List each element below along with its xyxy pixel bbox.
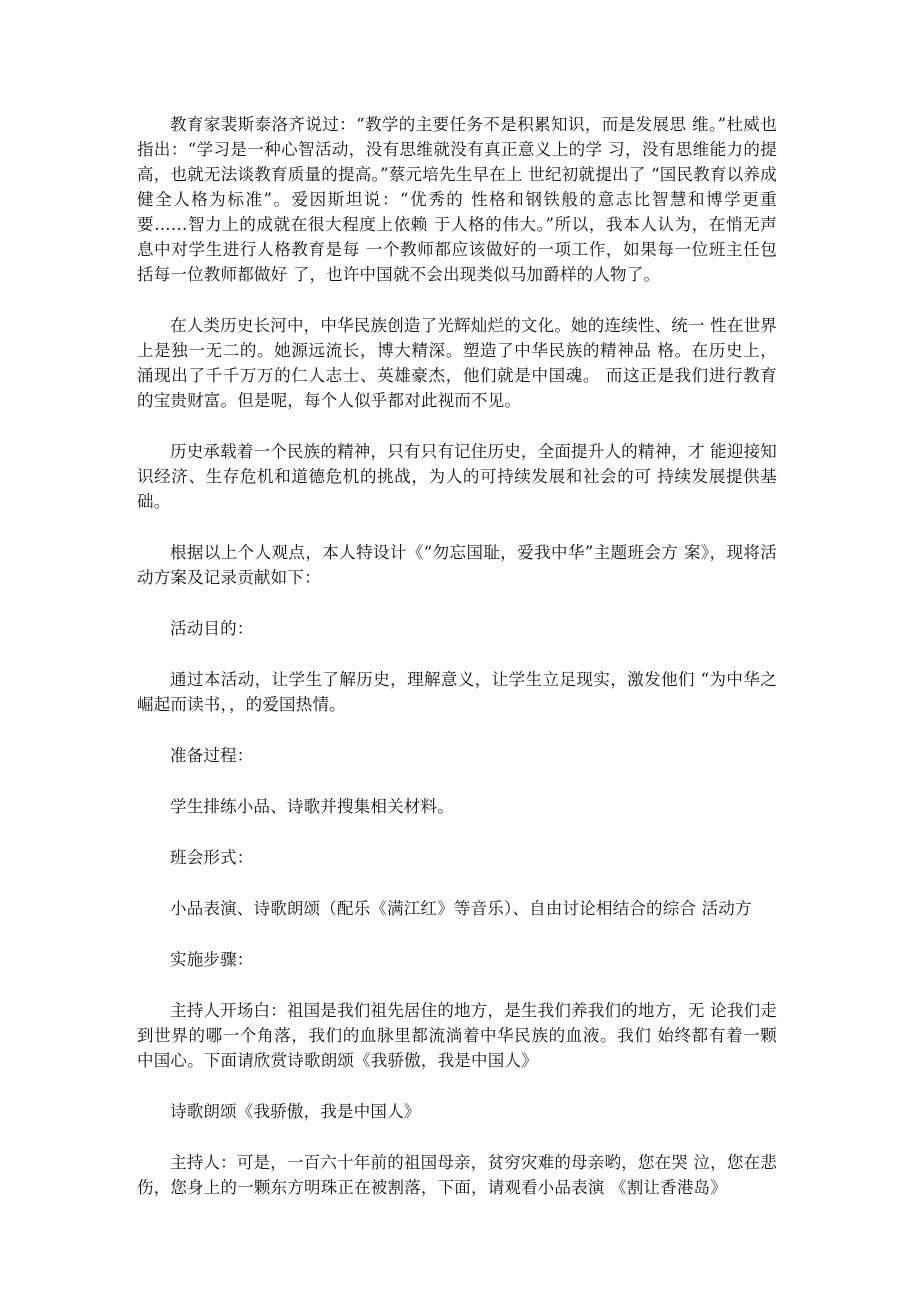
heading-meeting-format: 班会形式： xyxy=(170,848,254,867)
paragraph-poem-recital: 诗歌朗颂《我骄傲，我是中国人》 xyxy=(170,1102,421,1121)
paragraph-activity-goal: 通过本活动，让学生了解历史，理解意义，让学生立足现实，激发他们 “为中华之崛起而读书，，的爱国热情。 xyxy=(137,670,777,714)
paragraph-host-opening: 主持人开场白：祖国是我们祖先居住的地方，是生我们养我们的地方，无 论我们走到世界的哪一个角落，我们的血脉里都流淌着中华民族的血液。我们 始终都有着一颗中国心。下面请欣赏诗歌朗颂《我骄傲，我是中国人》 xyxy=(137,1001,777,1070)
heading-implementation-steps: 实施步骤： xyxy=(170,950,254,969)
paragraph-plan-intro: 根据以上个人观点，本人特设计《“勿忘国耻，爱我中华”主题班会方 案》，现将活动方案及记录贡献如下： xyxy=(137,543,777,587)
heading-preparation: 准备过程： xyxy=(170,746,254,765)
paragraph-preparation: 学生排练小品、诗歌并搜集相关材料。 xyxy=(170,797,454,816)
heading-activity-goal: 活动目的： xyxy=(170,619,254,638)
paragraph-meeting-format: 小品表演、诗歌朗颂（配乐《满江红》等音乐）、自由讨论相结合的综合 活动方 xyxy=(170,899,752,918)
paragraph-chinese-history: 在人类历史长河中，中华民族创造了光辉灿烂的文化。她的连续性、统一 性在世界上是独一无二的。她源远流长，博大精深。塑造了中华民族的精神品 格。在历史上，涌现出了千千万万的仁人志士、英雄豪杰，他们就是中国魂。 而这正是我们进行教育的宝贵财富。但是呢，每个人似乎都对此视而不见。 xyxy=(137,316,777,410)
paragraph-national-spirit: 历史承载着一个民族的精神，只有只有记住历史，全面提升人的精神，才 能迎接知识经济、生存危机和道德危机的挑战，为人的可持续发展和社会的可 持续发展提供基础。 xyxy=(137,442,777,511)
document-body xyxy=(137,112,777,1226)
paragraph-host-skit-intro: 主持人：可是，一百六十年前的祖国母亲，贫穷灾难的母亲哟，您在哭 泣，您在悲伤，您身上的一颗东方明珠正在被割落，下面，请观看小品表演 《割让香港岛》 xyxy=(137,1153,777,1197)
paragraph-pedagogy-quotes: 教育家裴斯泰洛齐说过：“教学的主要任务不是积累知识，而是发展思 维。”杜威也指出：“学习是一种心智活动，没有思维就没有真正意义上的学 习，没有思维能力的提高，也就无法谈教育质量的提高。”蔡元培先生早在上 世纪初就提出了 “国民教育以养成健全人格为标准”。爱因斯坦说：“优秀的 性格和钢铁般的意志比智慧和博学更重要……智力上的成就在很大程度上依赖 于人格的伟大。”所以，我本人认为，在悄无声息中对学生进行人格教育是每 一个教师都应该做好的一项工作，如果每一位班主任包括每一位教师都做好 了，也许中国就不会出现类似马加爵样的人物了。 xyxy=(137,115,777,284)
